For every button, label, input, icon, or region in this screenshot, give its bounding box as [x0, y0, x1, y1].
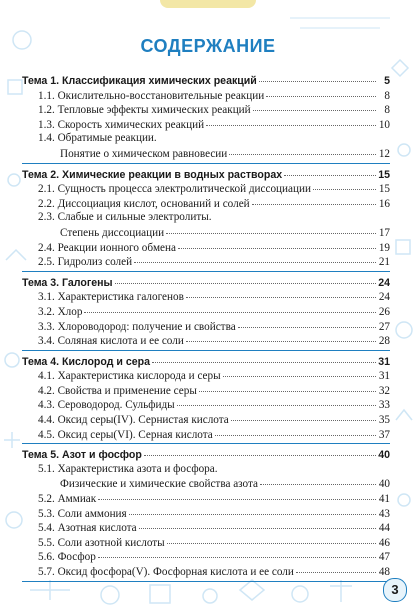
dot-leader: [220, 460, 376, 470]
toc-entry-title: 5.7. Оксид фосфора(V). Фосфорная кислота и ее соли: [38, 566, 294, 578]
dot-leader: [223, 366, 376, 377]
toc-page-number: 10: [378, 118, 390, 131]
toc-page-number: 24: [378, 276, 390, 289]
toc-page-number: 46: [378, 536, 390, 549]
toc-section: [22, 275, 390, 351]
toc-entry-title: 2.5. Гидролиз солей: [38, 256, 133, 269]
toc-entry-title: 2.3. Слабые и сильные электролиты.: [38, 211, 212, 224]
toc-page-number: 41: [378, 493, 390, 506]
toc-page-number: 16: [378, 197, 390, 210]
toc-page-number: 32: [378, 384, 390, 397]
page-title: СОДЕРЖАНИЕ: [140, 36, 276, 56]
top-decoration: [160, 0, 256, 8]
dot-leader: [84, 302, 376, 313]
toc-section: [22, 73, 390, 164]
toc-entry-title: 1.3. Скорость химических реакций: [38, 118, 205, 131]
dot-leader: [177, 395, 376, 406]
toc-entry-title: 3.3. Хлороводород: получение и свойства: [38, 320, 236, 333]
dot-leader: [186, 287, 376, 298]
toc-entry-title: Понятие о химическом равновесии: [60, 147, 228, 160]
toc-entry-title: 5.3. Соли аммония: [38, 507, 127, 520]
dot-leader: [178, 238, 376, 249]
toc-page-number: 27: [378, 320, 390, 333]
toc-entry-row[interactable]: [22, 254, 390, 269]
toc-entry-title: 1.2. Тепловые эффекты химических реакций: [38, 104, 251, 117]
dot-leader: [214, 208, 376, 218]
toc-entry-title: Тема 5. Азот и фосфор: [22, 449, 142, 462]
dot-leader: [260, 474, 376, 485]
toc-entry-title: Тема 1. Классификация химических реакций: [22, 75, 257, 87]
dot-leader: [238, 317, 376, 328]
toc-entry-title: Тема 3. Галогены: [22, 276, 113, 289]
dot-leader: [134, 252, 376, 263]
toc-entry-row[interactable]: [22, 333, 390, 348]
toc-page-number: 48: [378, 566, 390, 578]
toc-entry-title: 5.6. Фосфор: [38, 551, 96, 564]
toc-page-number: 17: [378, 226, 390, 239]
toc-section: [22, 167, 390, 272]
toc-entry-title: 1.4. Обратимые реакции.: [38, 132, 157, 145]
toc-page-number: 21: [378, 256, 390, 269]
dot-leader: [186, 331, 376, 342]
toc-entry-title: 1.1. Окислительно-восстановительные реакции: [38, 89, 265, 102]
toc-page-number: 26: [378, 305, 390, 318]
dot-leader: [139, 518, 376, 529]
dot-leader: [144, 445, 376, 456]
toc-entry-title: 3.2. Хлор: [38, 305, 83, 318]
toc-page-number: 47: [378, 551, 390, 564]
toc-entry-title: 4.3. Сероводород. Сульфиды: [38, 399, 175, 412]
dot-leader: [98, 547, 376, 558]
dot-leader: [266, 86, 376, 97]
toc-page-number: 8: [384, 89, 390, 102]
dot-leader: [199, 381, 376, 392]
dot-leader: [229, 144, 376, 155]
dot-leader: [259, 71, 376, 82]
toc-page-number: 12: [378, 147, 390, 160]
page-number-badge: 3: [383, 578, 407, 602]
toc-entry-row[interactable]: [22, 564, 390, 579]
dot-leader: [231, 410, 376, 421]
toc-page-number: 40: [378, 478, 390, 491]
dot-leader: [129, 504, 376, 515]
toc-page-number: 35: [378, 414, 390, 427]
toc-entry-title: 5.4. Азотная кислота: [38, 522, 137, 535]
toc-entry-title: 5.2. Аммиак: [38, 493, 97, 506]
toc-entry-title: 4.1. Характеристика кислорода и серы: [38, 370, 221, 383]
dot-leader: [206, 115, 376, 126]
toc-page-number: 31: [378, 355, 390, 368]
toc-entry-title: 3.1. Характеристика галогенов: [38, 291, 184, 304]
toc-page-number: 33: [378, 399, 390, 412]
toc-entry-title: 5.1. Характеристика азота и фосфора.: [38, 462, 218, 475]
dot-leader: [167, 533, 376, 544]
toc-entry-title: Тема 2. Химические реакции в водных растворах: [22, 168, 283, 181]
toc-page-number: 5: [384, 75, 390, 87]
toc-page-number: 37: [378, 428, 390, 441]
toc-entry-title: 4.2. Свойства и применение серы: [38, 384, 197, 397]
table-of-contents: [22, 73, 390, 585]
toc-section: [22, 447, 390, 581]
toc-entry-title: Тема 4. Кислород и сера: [22, 355, 151, 368]
toc-entry-title: 4.4. Оксид серы(IV). Сернистая кислота: [38, 414, 229, 427]
dot-leader: [313, 179, 376, 190]
toc-entry-title: 5.5. Соли азотной кислоты: [38, 536, 165, 549]
dot-leader: [166, 223, 376, 234]
toc-entry-title: Степень диссоциации: [60, 226, 165, 239]
toc-page-number: 8: [384, 104, 390, 117]
toc-entry-title: Физические и химические свойства азота: [60, 478, 258, 491]
toc-page-number: 24: [378, 291, 390, 304]
toc-page-number: 28: [378, 335, 390, 348]
toc-page-number: 15: [378, 183, 390, 196]
dot-leader: [215, 425, 376, 436]
dot-leader: [296, 562, 376, 573]
dot-leader: [152, 352, 376, 363]
dot-leader: [284, 165, 376, 176]
toc-page-number: 43: [378, 507, 390, 520]
toc-page-number: 44: [378, 522, 390, 535]
toc-entry-title: 2.1. Сущность процесса электролитической диссоциации: [38, 183, 311, 196]
toc-page-number: 15: [378, 168, 390, 181]
toc-entry-row[interactable]: [22, 146, 390, 161]
dot-leader: [252, 194, 376, 205]
toc-entry-title: 2.2. Диссоциация кислот, оснований и солей: [38, 197, 250, 210]
toc-section: [22, 354, 390, 445]
dot-leader: [159, 129, 376, 139]
toc-entry-row[interactable]: [22, 427, 390, 442]
toc-page-number: 40: [378, 449, 390, 462]
toc-entry-title: 2.4. Реакции ионного обмена: [38, 241, 176, 254]
toc-page-number: 19: [378, 241, 390, 254]
toc-page-number: 31: [378, 370, 390, 383]
dot-leader: [253, 100, 376, 111]
toc-entry-title: 3.4. Соляная кислота и ее соли: [38, 335, 184, 348]
toc-entry-title: 4.5. Оксид серы(VI). Серная кислота: [38, 428, 213, 441]
dot-leader: [115, 273, 376, 284]
dot-leader: [98, 489, 376, 500]
